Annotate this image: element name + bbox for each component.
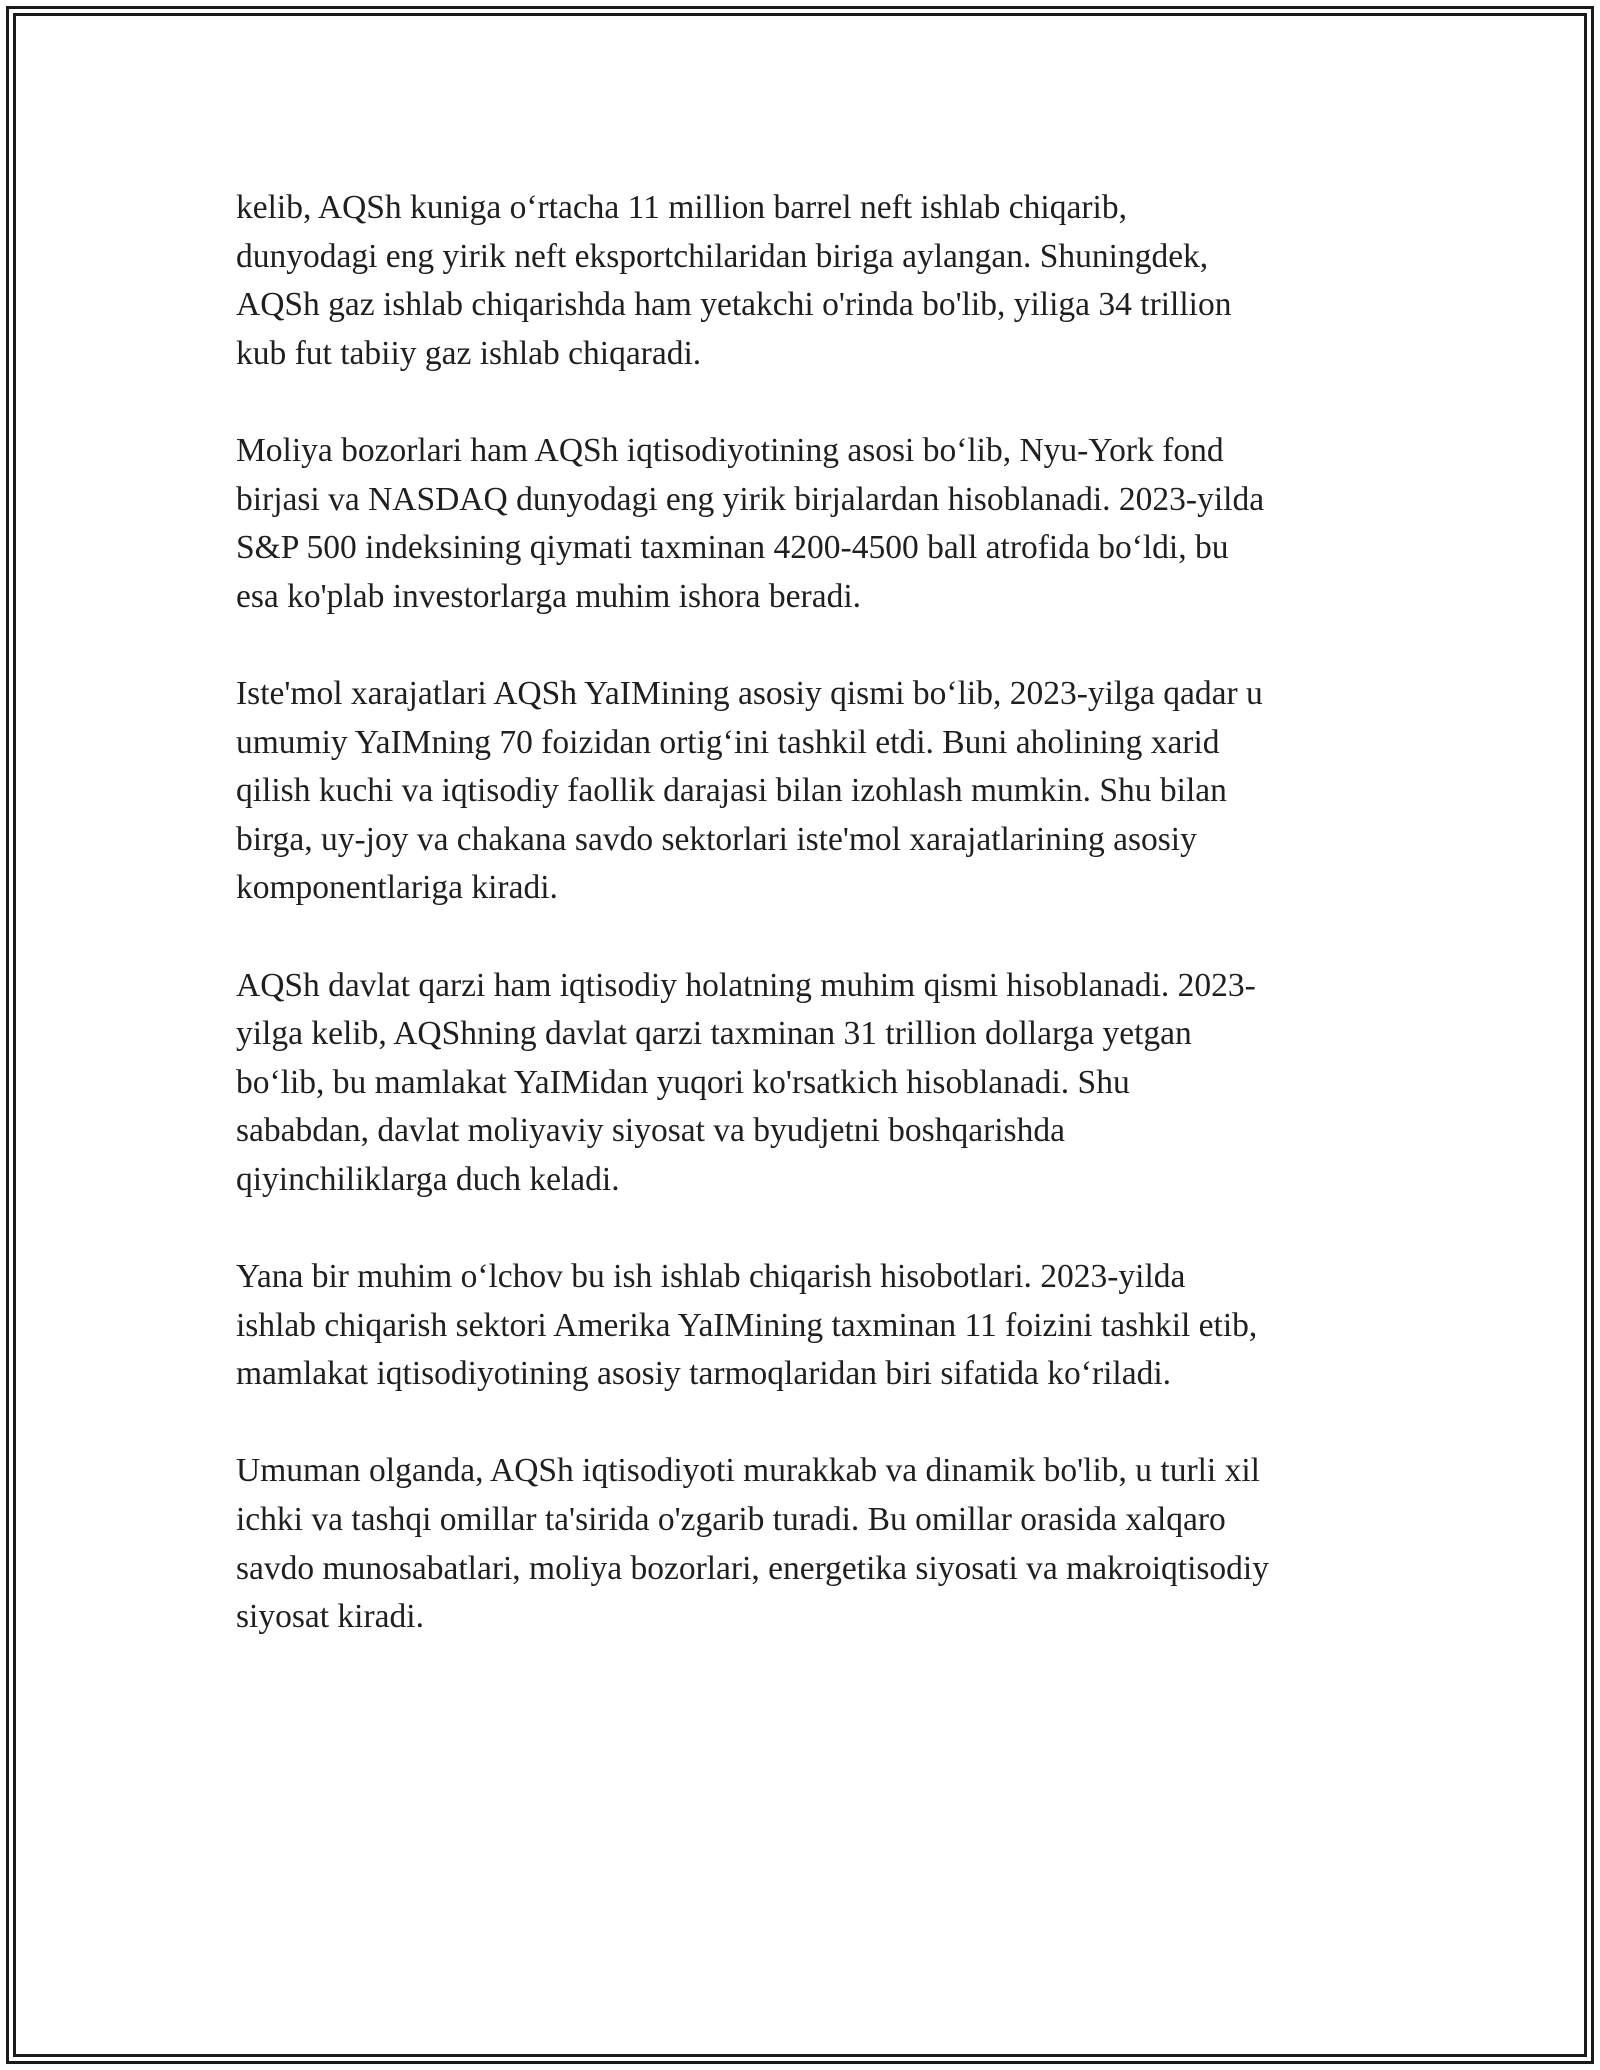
text-line: siyosat kiradi. bbox=[236, 1598, 424, 1636]
text-line: Moliya bozorlari ham AQSh iqtisodiyotining asosi bo‘lib, Nyu-York fond bbox=[236, 431, 1224, 469]
paragraph-national-debt bbox=[236, 962, 1376, 1205]
text-line: mamlakat iqtisodiyotining asosiy tarmoqlaridan biri sifatida ko‘riladi. bbox=[236, 1355, 1172, 1393]
paragraph-oil-gas bbox=[236, 184, 1376, 378]
text-line: birga, uy-joy va chakana savdo sektorlari iste'mol xarajatlarining asosiy bbox=[236, 820, 1197, 858]
text-line: AQSh gaz ishlab chiqarishda ham yetakchi o'rinda bo'lib, yiliga 34 trillion bbox=[236, 286, 1232, 324]
text-line: esa ko'plab investorlarga muhim ishora beradi. bbox=[236, 577, 862, 615]
paragraph-manufacturing bbox=[236, 1253, 1376, 1399]
paragraph-consumer-spending bbox=[236, 670, 1376, 913]
text-line: sababdan, davlat moliyaviy siyosat va byudjetni boshqarishda bbox=[236, 1112, 1065, 1150]
text-line: qiyinchiliklarga duch keladi. bbox=[236, 1160, 620, 1198]
text-line: ichki va tashqi omillar ta'sirida o'zgarib turadi. Bu omillar orasida xalqaro bbox=[236, 1501, 1226, 1539]
text-line: umumiy YaIMning 70 foizidan ortig‘ini tashkil etdi. Buni aholining xarid bbox=[236, 723, 1220, 761]
text-line: Yana bir muhim o‘lchov bu ish ishlab chiqarish hisobotlari. 2023-yilda bbox=[236, 1258, 1186, 1296]
text-line: komponentlariga kiradi. bbox=[236, 869, 558, 907]
text-line: AQSh davlat qarzi ham iqtisodiy holatning muhim qismi hisoblanadi. 2023- bbox=[236, 966, 1256, 1004]
text-line: yilga kelib, AQShning davlat qarzi taxminan 31 trillion dollarga yetgan bbox=[236, 1015, 1192, 1053]
text-line: kelib, AQSh kuniga o‘rtacha 11 million barrel neft ishlab chiqarib, bbox=[236, 189, 1127, 226]
text-line: birjasi va NASDAQ dunyodagi eng yirik birjalardan hisoblanadi. 2023-yilda bbox=[236, 480, 1265, 518]
text-line: kub fut tabiiy gaz ishlab chiqaradi. bbox=[236, 334, 702, 372]
text-line: qilish kuchi va iqtisodiy faollik darajasi bilan izohlash mumkin. Shu bilan bbox=[236, 772, 1227, 810]
paragraph-conclusion bbox=[236, 1447, 1376, 1641]
text-line: Umuman olganda, AQSh iqtisodiyoti murakkab va dinamik bo'lib, u turli xil bbox=[236, 1452, 1260, 1490]
text-line: Iste'mol xarajatlari AQSh YaIMining asosiy qismi bo‘lib, 2023-yilga qadar u bbox=[236, 674, 1263, 712]
document-body bbox=[236, 184, 1376, 1690]
text-line: ishlab chiqarish sektori Amerika YaIMining taxminan 11 foizini tashkil etib, bbox=[236, 1306, 1258, 1344]
text-line: dunyodagi eng yirik neft eksportchilaridan biriga aylangan. Shuningdek, bbox=[236, 237, 1209, 275]
text-line: S&P 500 indeksining qiymati taxminan 4200-4500 ball atrofida bo‘ldi, bu bbox=[236, 529, 1229, 567]
text-line: savdo munosabatlari, moliya bozorlari, energetika siyosati va makroiqtisodiy bbox=[236, 1549, 1269, 1587]
paragraph-financial-markets bbox=[236, 427, 1376, 621]
text-line: bo‘lib, bu mamlakat YaIMidan yuqori ko'rsatkich hisoblanadi. Shu bbox=[236, 1063, 1130, 1101]
